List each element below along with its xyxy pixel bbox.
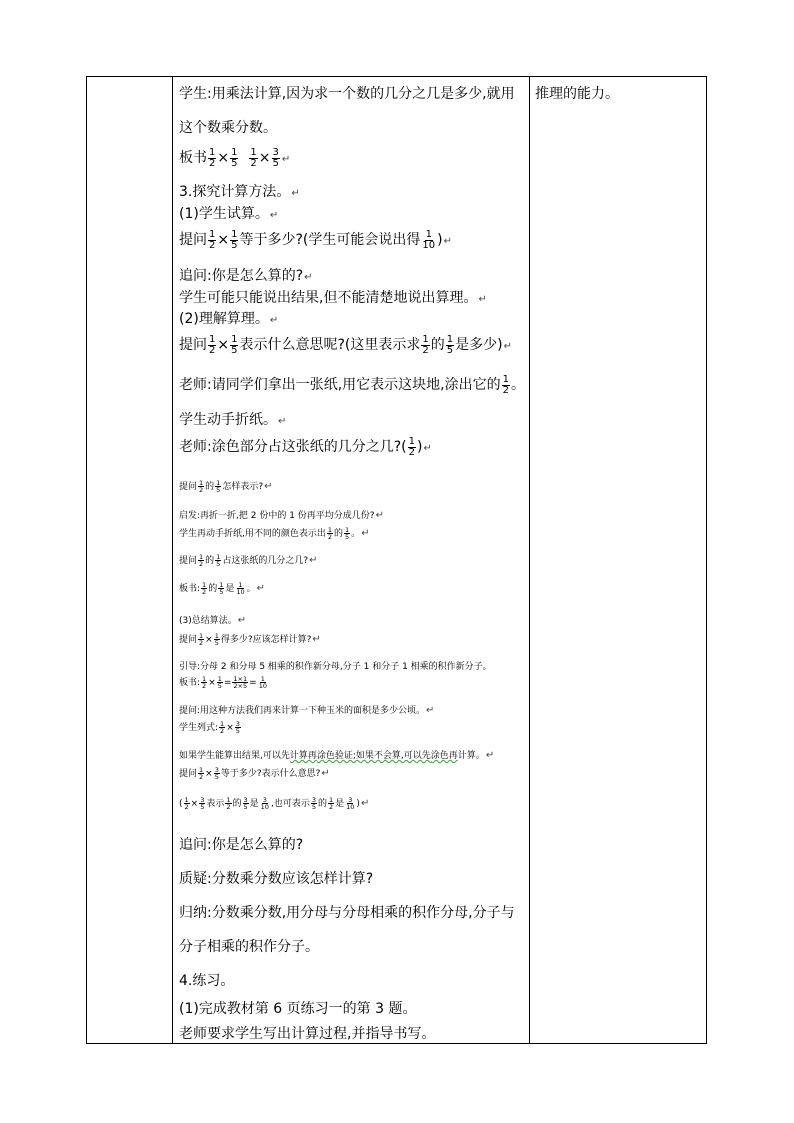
text-line: 提问 $\frac{1}{2}$ 的 $\frac{1}{5}$ 占这张纸的几分之几?↵ bbox=[179, 552, 318, 568]
text-line: 学生可能只能说出结果,但不能清楚地说出算理。↵ bbox=[179, 290, 487, 306]
text-line: 学生动手折纸。↵ bbox=[179, 412, 287, 428]
text-line: 4.练习。 bbox=[179, 973, 235, 989]
text-line: 引导:分母 2 和分母 5 相乘的积作新分母,分子 1 和分子 1 相乘的积作新分子。 bbox=[179, 662, 492, 672]
text-line: 板书 $\frac{1}{2}$ × $\frac{1}{5}$ $\frac{1}{2}$ × $\frac{3}{5}$ ↵ bbox=[179, 146, 291, 169]
text-line: 学生再动手折纸,用不同的颜色表示出 $\frac{1}{2}$ 的 $\frac{1}{5}$ 。↵ bbox=[179, 525, 370, 541]
text-line: 启发:再折一折,把 2 份中的 1 份再平均分成几份?↵ bbox=[179, 510, 384, 521]
text-line: 归纳:分数乘分数,用分母与分母相乘的积作分母,分子与 bbox=[179, 905, 515, 921]
text-line: 追问:你是怎么算的? bbox=[179, 837, 304, 853]
text-line: 分子相乘的积作分子。 bbox=[179, 939, 319, 955]
text-line: 板书: $\frac{1}{2}$ × $\frac{1}{5}$ = $\frac{1\times 1}{2\times 5}$ = $\frac{1}{10}$ bbox=[179, 674, 267, 690]
right-column-note: 推理的能力。 bbox=[535, 86, 619, 102]
text-line: (3)总结算法。↵ bbox=[179, 615, 247, 626]
text-line: 老师:涂色部分占这张纸的几分之几?( $\frac{1}{2}$ )↵ bbox=[179, 435, 432, 458]
paragraph-mark: ↵ bbox=[281, 154, 291, 165]
text-line: 老师:请同学们拿出一张纸,用它表示这块地,涂出它的 $\frac{1}{2}$ 。 bbox=[179, 373, 525, 396]
text-line: 如果学生能算出结果,可以先计算再涂色验证;如果不会算,可以先涂色再计算。↵ bbox=[179, 750, 495, 761]
column-divider-right bbox=[529, 77, 530, 1043]
text-line: ( $\frac{1}{2}$ × $\frac{3}{5}$ 表示 $\frac{1}{2}$ 的 $\frac{3}{5}$ 是 $\frac{3}{10}$ ,也可表示 $\frac{3}{5}$ 的 $\frac{1}{2}$ 是 $\frac{3}{10}$ )↵ bbox=[179, 795, 370, 811]
text-line: (1)完成教材第 6 页练习一的第 3 题。 bbox=[179, 1001, 417, 1017]
text-line: 提问:用这种方法我们再来计算一下种玉米的面积是多少公顷。↵ bbox=[179, 705, 435, 716]
text-line: 追问:你是怎么算的?↵ bbox=[179, 268, 313, 284]
text-line: 学生:用乘法计算,因为求一个数的几分之几是多少,就用 bbox=[179, 86, 515, 102]
text-line: 提问 $\frac{1}{2}$ × $\frac{1}{5}$ 得多少?应该怎样计算?↵ bbox=[179, 631, 321, 647]
lesson-table bbox=[86, 76, 707, 1044]
text-line: 这个数乘分数。 bbox=[179, 120, 277, 136]
text-line: 学生列式: $\frac{1}{2}$ × $\frac{3}{5}$ bbox=[179, 719, 240, 735]
text-line: 3.探究计算方法。↵ bbox=[179, 184, 300, 200]
text-line: 提问 $\frac{1}{2}$ × $\frac{3}{5}$ 等于多少?表示什么意思?↵ bbox=[179, 765, 330, 781]
text-line: 提问 $\frac{1}{2}$ × $\frac{1}{5}$ 表示什么意思呢?(这里表示求 $\frac{1}{2}$ 的 $\frac{1}{5}$ 是多少)↵ bbox=[179, 333, 512, 356]
text-line: 提问 $\frac{1}{2}$ 的 $\frac{1}{5}$ 怎样表示?↵ bbox=[179, 478, 273, 494]
text-line: (2)理解算理。↵ bbox=[179, 311, 279, 327]
text-line: 质疑:分数乘分数应该怎样计算? bbox=[179, 871, 374, 887]
text-line: 老师要求学生写出计算过程,并指导书写。 bbox=[179, 1026, 436, 1042]
process-column bbox=[173, 77, 528, 1043]
text-line: (1)学生试算。↵ bbox=[179, 206, 279, 222]
text-line: 板书: $\frac{1}{2}$ 的 $\frac{1}{5}$ 是 $\frac{1}{10}$ 。↵ bbox=[179, 580, 266, 596]
text-line: 提问 $\frac{1}{2}$ × $\frac{1}{5}$ 等于多少?(学生可能会说出得 $\frac{1}{10}$ )↵ bbox=[179, 228, 452, 251]
